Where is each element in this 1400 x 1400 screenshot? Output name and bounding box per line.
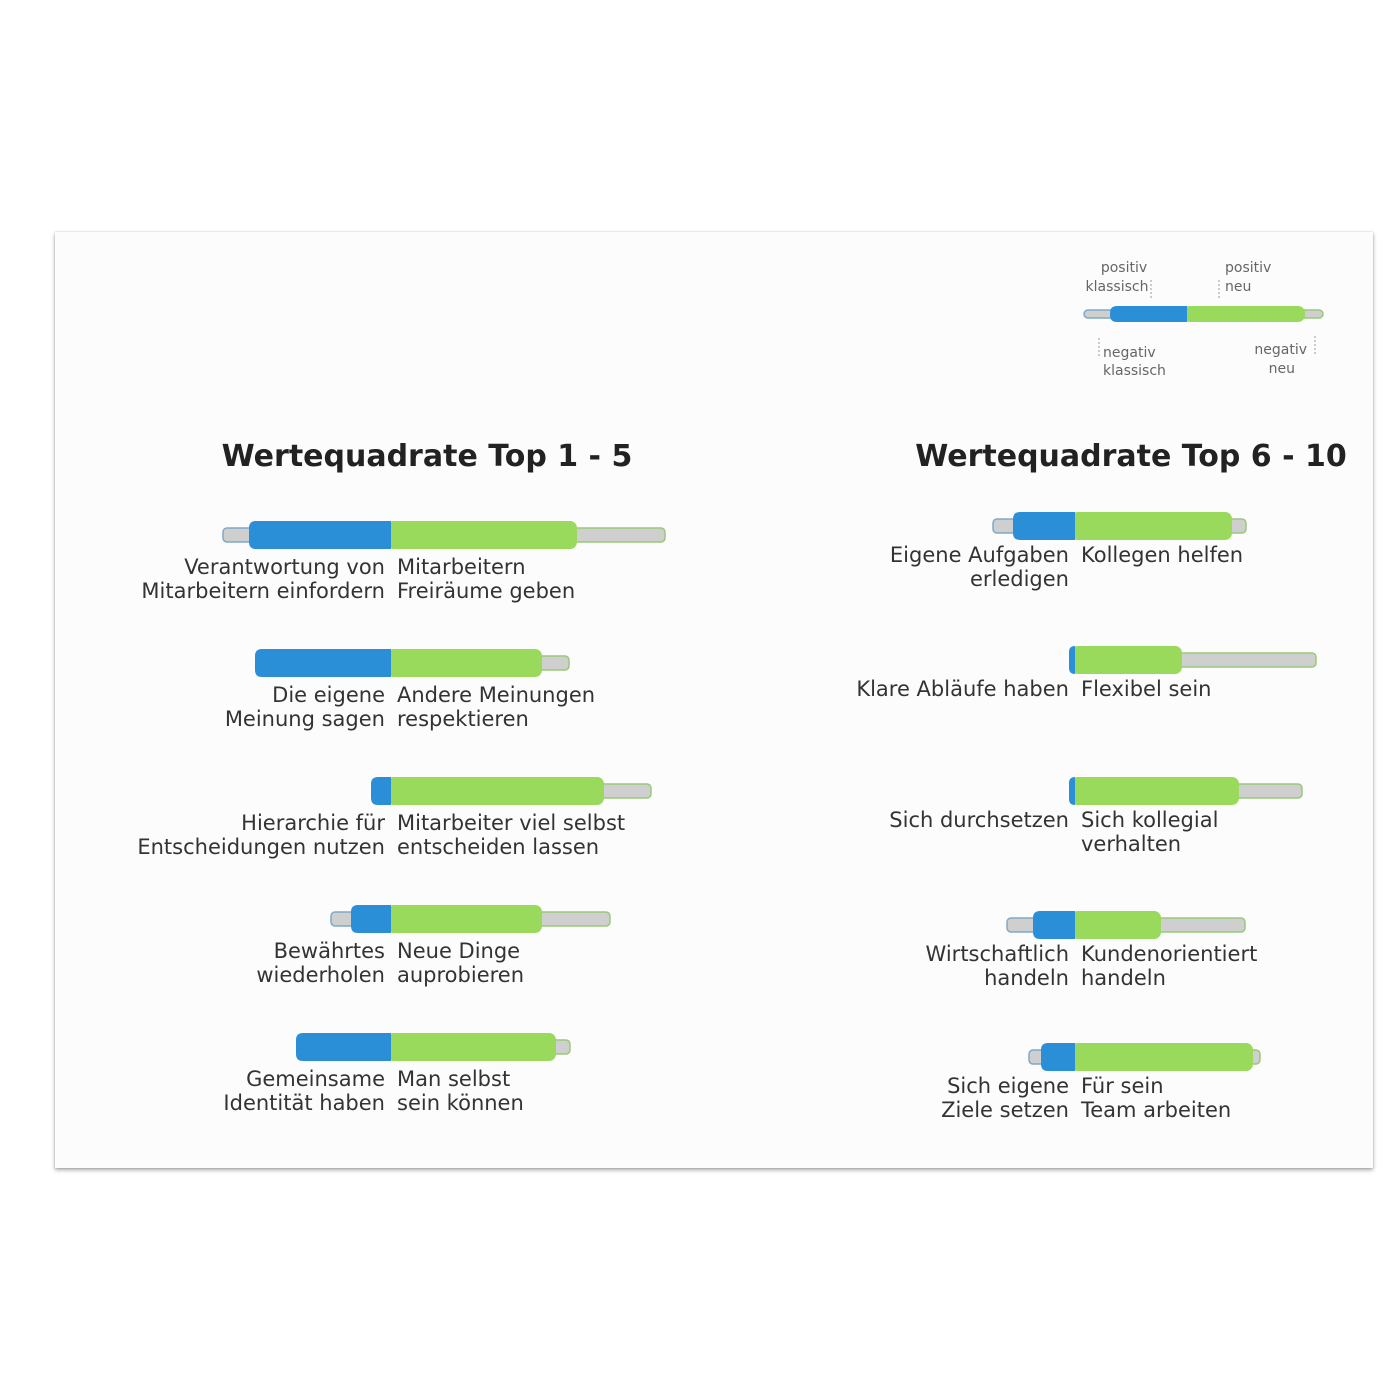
positiv-neu-bar [387,521,577,549]
value-bar-1 [223,521,665,549]
positiv-klassisch-bar [249,521,391,549]
label-klassisch: Mitarbeitern einfordern [141,579,385,603]
label-neu: Neue Dinge [397,939,521,963]
legend-positiv-neu-line2: neu [1225,279,1252,295]
label-neu: entscheiden lassen [397,835,600,859]
label-klassisch: Entscheidungen nutzen [137,835,385,859]
positiv-neu-bar [387,777,604,805]
positiv-klassisch-bar [1013,512,1075,540]
legend-negativ-neu-line1: negativ [1254,342,1307,358]
label-neu: Man selbst [397,1067,511,1091]
positiv-neu-bar [1071,777,1239,805]
negativ-neu-bar [571,528,665,542]
legend-bar [1084,306,1323,322]
value-bar-2 [255,649,569,677]
positiv-neu-bar [1071,512,1232,540]
label-klassisch: Gemeinsame [246,1067,385,1091]
label-klassisch: Sich durchsetzen [889,808,1069,832]
label-neu: Freiräume geben [397,579,576,603]
positiv-klassisch-bar [1033,911,1075,939]
value-bar-4 [331,905,610,933]
chart-title: Wertequadrate Top 6 - 10 [915,439,1347,474]
positiv-klassisch-bar [296,1033,391,1061]
value-bar-10 [1029,1043,1260,1071]
positiv-klassisch-bar [1069,646,1075,674]
positiv-neu-bar [1071,1043,1253,1071]
label-klassisch: Verantwortung von [184,555,385,579]
positiv-neu-bar [387,649,542,677]
positiv-klassisch-bar [255,649,391,677]
label-klassisch: wiederholen [256,963,385,987]
label-neu: Kundenorientiert [1081,942,1258,966]
label-neu: handeln [1081,966,1166,990]
chart-canvas [55,232,1373,1168]
label-klassisch: erledigen [969,567,1069,591]
label-neu: respektieren [397,707,529,731]
value-bar-5 [296,1033,570,1061]
label-klassisch: Hierarchie für [241,811,385,835]
positiv-klassisch-bar [371,777,391,805]
value-bar-3 [371,777,651,805]
label-neu: Kollegen helfen [1081,543,1244,567]
label-klassisch: Identität haben [223,1091,385,1115]
label-klassisch: Die eigene [272,683,385,707]
positiv-klassisch-bar [1110,306,1187,322]
label-neu: Für sein [1081,1074,1164,1098]
chart-card [55,232,1373,1168]
negativ-neu-bar [1155,918,1245,932]
label-neu: Mitarbeitern [397,555,526,579]
legend-negativ-klassisch-line2: klassisch [1103,363,1166,379]
legend-negativ-neu-line2: neu [1268,361,1295,377]
positiv-neu-bar [1183,306,1305,322]
label-neu: verhalten [1081,832,1182,856]
positiv-klassisch-bar [351,905,391,933]
value-bar-7 [1069,646,1316,674]
value-bar-8 [1069,777,1302,805]
legend-positiv-klassisch-line1: positiv [1100,260,1148,276]
label-klassisch: Bewährtes [273,939,385,963]
label-neu: Andere Meinungen [397,683,596,707]
value-bar-9 [1007,911,1245,939]
positiv-neu-bar [387,905,542,933]
label-klassisch: Klare Abläufe haben [856,677,1069,701]
label-klassisch: Wirtschaftlich [925,942,1069,966]
positiv-klassisch-bar [1041,1043,1075,1071]
label-klassisch: Meinung sagen [224,707,385,731]
negativ-neu-bar [1176,653,1316,667]
label-neu: auprobieren [397,963,525,987]
legend-positiv-klassisch-line2: klassisch [1085,279,1149,295]
chart-title: Wertequadrate Top 1 - 5 [221,439,633,474]
label-neu: Mitarbeiter viel selbst [397,811,626,835]
negativ-neu-bar [1233,784,1302,798]
positiv-klassisch-bar [1069,777,1075,805]
positiv-neu-bar [1071,911,1161,939]
negativ-neu-bar [536,912,610,926]
label-neu: sein können [397,1091,524,1115]
positiv-neu-bar [387,1033,556,1061]
legend-negativ-klassisch-line1: negativ [1103,345,1156,361]
label-klassisch: Eigene Aufgaben [889,543,1069,567]
label-klassisch: handeln [984,966,1069,990]
label-klassisch: Ziele setzen [941,1098,1069,1122]
label-neu: Sich kollegial [1081,808,1219,832]
label-klassisch: Sich eigene [947,1074,1069,1098]
label-neu: Team arbeiten [1081,1098,1232,1122]
legend-positiv-neu-line1: positiv [1225,260,1272,276]
positiv-neu-bar [1071,646,1182,674]
negativ-neu-bar [598,784,651,798]
label-neu: Flexibel sein [1081,677,1212,701]
value-bar-6 [993,512,1246,540]
